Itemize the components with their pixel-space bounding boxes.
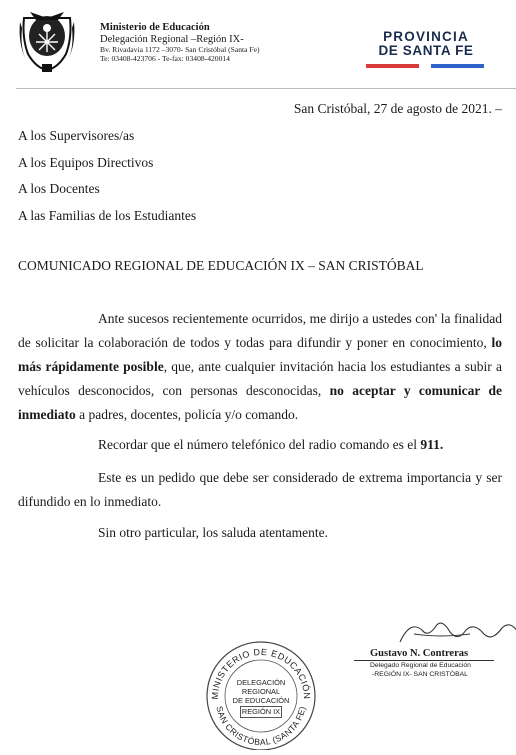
seal-line-4: REGIÓN IX: [241, 707, 281, 716]
ministry-name: Ministerio de Educación: [100, 22, 210, 33]
province-logo-line1: PROVINCIA: [383, 29, 469, 44]
p1-bold-b: lo más rápidamente posible: [18, 335, 502, 374]
p1-bold-d: no aceptar y comunicar de inmediato: [18, 383, 502, 422]
delegation-name: Delegación Regional –Región IX-: [100, 34, 244, 46]
seal-ring-bottom: SAN CRISTÓBAL (SANTA FE): [214, 705, 308, 748]
coat-of-arms-icon: [18, 8, 76, 74]
official-seal-icon: [204, 638, 318, 750]
signer-name: Gustavo N. Contreras: [370, 648, 469, 659]
signature-line: [354, 660, 494, 661]
p1-text-a: Ante sucesos recientemente ocurridos, me dirijo a ustedes con' la finalidad de solicitar la colaboración de todos y todas para difundir y poner en conocimiento,: [18, 311, 502, 350]
province-logo-line2: DE SANTA FE: [378, 42, 474, 58]
paragraph-2: [18, 433, 502, 457]
letter-subject: COMUNICADO REGIONAL DE EDUCACIÓN IX – SAN CRISTÓBAL: [18, 258, 424, 273]
p2-text-a: Recordar que el número telefónico del radio comando es el: [98, 437, 421, 452]
recipient-item: A los Equipos Directivos: [18, 154, 154, 170]
paragraph-1: [18, 307, 502, 427]
seal-center: [204, 638, 318, 750]
header-ministry-block: [100, 22, 320, 64]
p2-bold-b: 911.: [420, 437, 444, 452]
recipient-item: A los Supervisores/as: [18, 128, 135, 143]
letter-date: San Cristóbal, 27 de agosto de 2021. –: [293, 101, 502, 116]
seal-ring-top: MINISTERIO DE EDUCACIÓN: [209, 646, 313, 700]
province-logo-stripe: [366, 64, 484, 68]
header-divider: [16, 88, 516, 89]
stripe-blue: [431, 64, 484, 68]
province-logo: [366, 30, 486, 57]
recipient-list: [18, 123, 196, 229]
signature-block: [354, 612, 516, 690]
seal-line-3: DE EDUCACIÓN: [232, 696, 290, 705]
signer-role: Delegado Regional de Educación: [370, 662, 471, 669]
signer-region: -REGIÓN IX- SAN CRISTÓBAL: [372, 671, 468, 678]
paragraph-3: Este es un pedido que debe ser considerado de extrema importancia y ser difundido en lo inmediato.: [18, 470, 502, 509]
handwritten-signature-icon: [370, 612, 516, 652]
seal-line-1: DELEGACIÓN: [236, 678, 286, 687]
recipient-item: A las Familias de los Estudiantes: [18, 207, 197, 223]
phone-line: Te: 03408-423706 - Te-fax: 03408-420014: [100, 53, 230, 63]
p1-text-e: a padres, docentes, policía y/o comando.: [75, 407, 299, 422]
address-line: Bv. Rivadavia 1172 –3070- San Cristóbal (Santa Fe): [100, 45, 260, 55]
seal-line-2: REGIONAL: [241, 687, 281, 696]
paragraph-4: Sin otro particular, los saluda atentamente.: [98, 525, 329, 540]
stripe-red: [366, 64, 419, 68]
p1-text-c: , que, ante cualquier invitación hacia los estudiantes a subir a vehículos desconocidos, con personas desconocidas,: [18, 359, 502, 398]
recipient-item: A los Docentes: [18, 181, 100, 196]
